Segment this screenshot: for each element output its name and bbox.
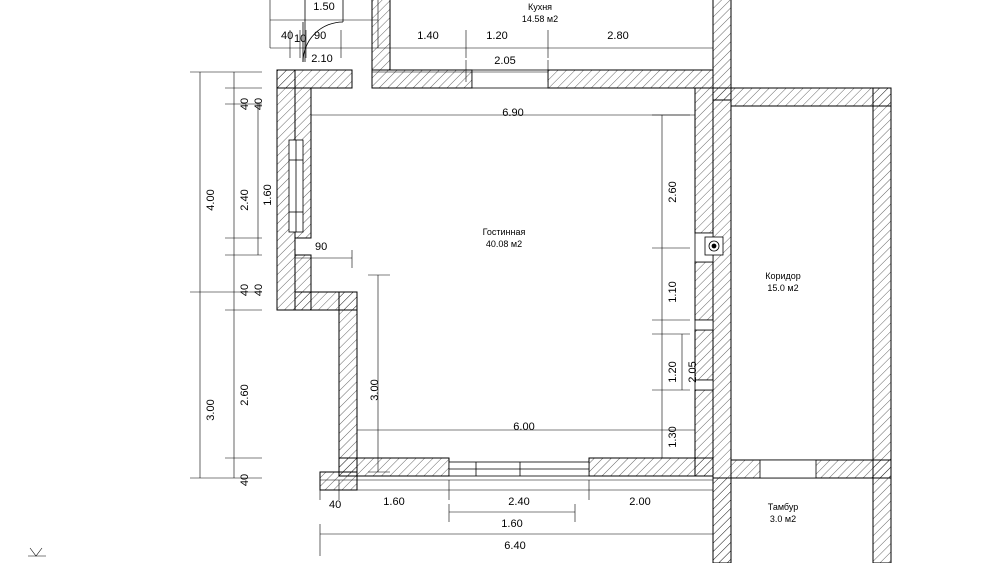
door-hardware-icon [705,237,723,255]
dimension-text: 2.40 [239,189,251,211]
dimension-text: 40 [239,473,251,487]
room-area: 15.0 м2 [767,283,799,294]
dimension-text: 1.20 [667,361,679,383]
dimension-text: 2.60 [667,181,679,203]
dimension-text: 1.60 [501,518,523,530]
dimension-text: 6.90 [502,107,524,119]
dimension-text: 6.40 [504,540,526,552]
room-area: 40.08 м2 [485,239,523,250]
room-name: Тамбур [767,502,799,512]
dimension-text: 1.60 [383,496,405,508]
room-area: 14.58 м2 [521,14,559,25]
dimension-text: 40 [329,499,342,511]
room-name: Коридор [765,271,801,281]
dimension-text: 40 [281,30,294,42]
dimension-text: 1.60 [262,184,274,206]
dimension-text: 3.00 [369,379,381,401]
dimension-text: 1.20 [486,30,508,42]
dimension-text: 90 [314,30,327,42]
room-area: 3.0 м2 [769,514,797,525]
dimension-text: 2.05 [687,361,699,383]
dimension-text: 1.50 [313,1,335,13]
dimension-text: 1.10 [667,281,679,303]
dimension-text: 90 [315,241,328,253]
dimension-text: 1.40 [417,30,439,42]
dimension-text: 2.80 [607,30,629,42]
dimension-text: 40 [253,283,265,297]
room-label-living [483,226,526,250]
dimension-text: 40 [239,97,251,111]
dimension-text: 40 [253,97,265,111]
room-label-tambour [768,501,799,525]
dimension-text: 3.00 [205,399,217,421]
dimension-text: 2.10 [311,53,333,65]
dimension-text: 2.60 [239,384,251,406]
room-label-kitchen [522,1,558,25]
room-label-corridor [765,270,801,294]
dimension-text: 6.00 [513,421,535,433]
dimension-text: 10 [294,33,307,45]
dimension-text: 2.05 [494,55,516,67]
dimension-text: 40 [239,283,251,297]
room-name: Кухня [527,2,553,12]
dimension-text: 2.40 [508,496,530,508]
dimension-text: 1.30 [667,426,679,448]
room-name: Гостинная [482,227,526,237]
dimension-text: 4.00 [205,189,217,211]
corner-mark [28,548,46,556]
dimension-text: 2.00 [629,496,651,508]
